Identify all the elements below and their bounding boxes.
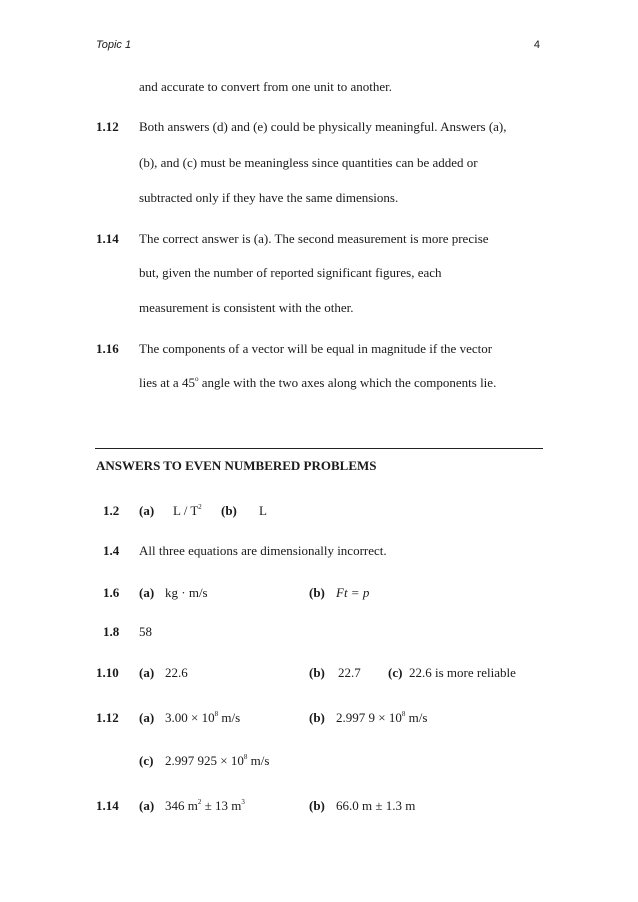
answer-number-1-8: 1.8 — [103, 624, 120, 639]
a-unit: m/s — [218, 710, 241, 725]
answer-1-14-b-label: (b) — [309, 798, 325, 813]
answer-1-12-c-label: (c) — [139, 753, 154, 768]
answer-1-8-value: 58 — [139, 624, 152, 639]
answer-number-1-4: 1.4 — [103, 543, 120, 558]
question-1-14-line-1: The correct answer is (a). The second measurement is more precise — [139, 231, 489, 246]
answer-1-6-b-value: Ft = p — [336, 585, 370, 600]
c-unit: m/s — [247, 753, 270, 768]
answer-1-10-c-value: 22.6 is more reliable — [409, 665, 516, 680]
intro-line: and accurate to convert from one unit to another. — [139, 79, 393, 94]
q16-text-a: lies at a 45 — [139, 375, 195, 390]
a-value-part-2: ± 13 m — [201, 798, 242, 813]
question-1-16-line-2 — [139, 375, 496, 391]
answer-1-10-b-label: (b) — [309, 665, 325, 680]
question-1-16-line-1: The components of a vector will be equal in magnitude if the vector — [139, 341, 493, 356]
question-number-1-14: 1.14 — [96, 231, 119, 246]
answer-1-10-b-value: 22.7 — [338, 665, 361, 680]
a-mantissa: 3.00 × 10 — [165, 710, 215, 725]
b-mantissa: 2.997 9 × 10 — [336, 710, 402, 725]
answers-heading: ANSWERS TO EVEN NUMBERED PROBLEMS — [96, 458, 377, 473]
answer-1-6-b-label: (b) — [309, 585, 325, 600]
section-divider — [95, 448, 543, 449]
c-exponent: 8 — [243, 753, 248, 761]
answer-1-4-text: All three equations are dimensionally incorrect. — [139, 543, 387, 558]
answer-1-6-a-label: (a) — [139, 585, 155, 600]
question-1-14-line-2: but, given the number of reported significant figures, each — [139, 265, 442, 280]
question-1-12-line-2: (b), and (c) must be meaningless since quantities can be added or — [139, 155, 478, 170]
answer-1-2-a-value — [173, 503, 202, 519]
answer-number-1-2: 1.2 — [103, 503, 120, 518]
answer-number-1-6: 1.6 — [103, 585, 120, 600]
header-topic: Topic 1 — [96, 39, 132, 51]
answer-1-10-a-label: (a) — [139, 665, 155, 680]
answer-1-14-b-value: 66.0 m ± 1.3 m — [336, 798, 416, 813]
answer-number-1-12: 1.12 — [96, 710, 119, 725]
question-1-12-line-3: subtracted only if they have the same dimensions. — [139, 190, 399, 205]
page-number: 4 — [533, 39, 540, 51]
a-value-part-1: 346 m — [165, 798, 198, 813]
answer-1-12-a-value — [165, 710, 240, 726]
answer-1-2-a-label: (a) — [139, 503, 155, 518]
answer-1-12-c-value — [165, 753, 269, 769]
answer-1-2-b-label: (b) — [221, 503, 237, 518]
answer-1-6-a-value: kg · m/s — [165, 585, 208, 600]
answer-1-12-b-value — [336, 710, 427, 726]
question-number-1-16: 1.16 — [96, 341, 119, 356]
a-exponent: 2 — [198, 503, 202, 511]
question-1-14-line-3: measurement is consistent with the other. — [139, 300, 354, 315]
a-exponent-2: 3 — [241, 798, 245, 806]
b-exponent: 8 — [401, 710, 406, 718]
answer-number-1-14: 1.14 — [96, 798, 119, 813]
c-mantissa: 2.997 925 × 10 — [165, 753, 244, 768]
answer-1-12-a-label: (a) — [139, 710, 155, 725]
a-exponent: 8 — [214, 710, 219, 718]
answer-number-1-10: 1.10 — [96, 665, 119, 680]
answer-1-12-b-label: (b) — [309, 710, 325, 725]
answer-1-14-a-label: (a) — [139, 798, 155, 813]
question-number-1-12: 1.12 — [96, 119, 119, 134]
answer-1-2-b-value: L — [259, 503, 267, 518]
a-value-text: L / T — [173, 503, 199, 518]
answer-1-10-a-value: 22.6 — [165, 665, 188, 680]
a-exponent-1: 2 — [197, 798, 202, 806]
answer-1-10-c-label: (c) — [388, 665, 403, 680]
answer-1-14-a-value — [165, 798, 245, 814]
b-unit: m/s — [405, 710, 428, 725]
q16-text-b: angle with the two axes along which the components lie. — [198, 375, 497, 390]
question-1-12-line-1: Both answers (d) and (e) could be physically meaningful. Answers (a), — [139, 119, 507, 134]
degree-mark: o — [194, 375, 199, 383]
